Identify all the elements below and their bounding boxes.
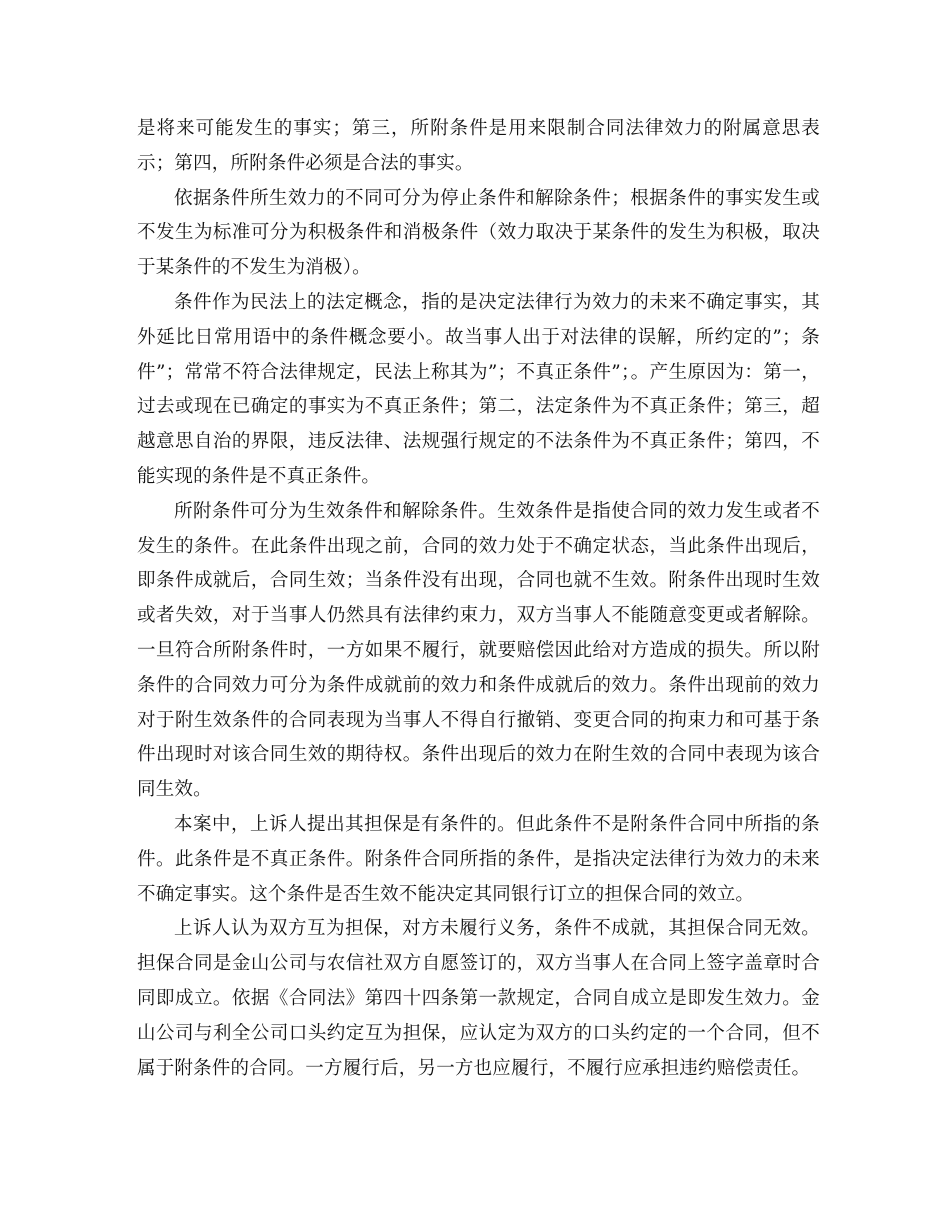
paragraph-1: 是将来可能发生的事实；第三，所附条件是用来限制合同法律效力的附属意思表示；第四，所附条件必须是合法的事实。 <box>137 118 820 174</box>
paragraph-4: 所附条件可分为生效条件和解除条件。生效条件是指使合同的效力发生或者不发生的条件。在此条件出现之前，合同的效力处于不确定状态，当此条件出现后，即条件成就后，合同生效；当条件没有出现，合同也就不生效。附条件出现时生效或者失效，对于当事人仍然具有法律约束力，双方当事人不能随意变更或者解除。一旦符合所附条件时，一方如果不履行，就要赔偿因此给对方造成的损失。所以附条件的合同效力可分为条件成就前的效力和条件成就后的效力。条件出现前的效力对于附生效条件的合同表现为当事人不得自行撤销、变更合同的拘束力和可基于条件出现时对该合同生效的期待权。条件出现后的效力在附生效的合同中表现为该合同生效。 <box>137 500 820 801</box>
paragraph-2: 依据条件所生效力的不同可分为停止条件和解除条件；根据条件的事实发生或不发生为标准可分为积极条件和消极条件（效力取决于某条件的发生为积极，取决于某条件的不发生为消极）。 <box>137 187 820 279</box>
paragraph-5: 本案中，上诉人提出其担保是有条件的。但此条件不是附条件合同中所指的条件。此条件是不真正条件。附条件合同所指的条件，是指决定法律行为效力的未来不确定事实。这个条件是否生效不能决定其同银行订立的担保合同的效立。 <box>137 813 820 905</box>
paragraph-3: 条件作为民法上的法定概念，指的是决定法律行为效力的未来不确定事实，其外延比日常用语中的条件概念要小。故当事人出于对法律的误解，所约定的”；条件”；常常不符合法律规定，民法上称其为”；不真正条件”；。产生原因为：第一，过去或现在已确定的事实为不真正条件；第二，法定条件为不真正条件；第三，超越意思自治的界限，违反法律、法规强行规定的不法条件为不真正条件；第四，不能实现的条件是不真正条件。 <box>137 291 820 487</box>
document-body <box>137 112 820 1086</box>
paragraph-6: 上诉人认为双方互为担保，对方未履行义务，条件不成就，其担保合同无效。担保合同是金山公司与农信社双方自愿签订的，双方当事人在合同上签字盖章时合同即成立。依据《合同法》第四十四条第一款规定，合同自成立是即发生效力。金山公司与利全公司口头约定互为担保，应认定为双方的口头约定的一个合同，但不属于附条件的合同。一方履行后，另一方也应履行，不履行应承担违约赔偿责任。 <box>137 918 820 1079</box>
